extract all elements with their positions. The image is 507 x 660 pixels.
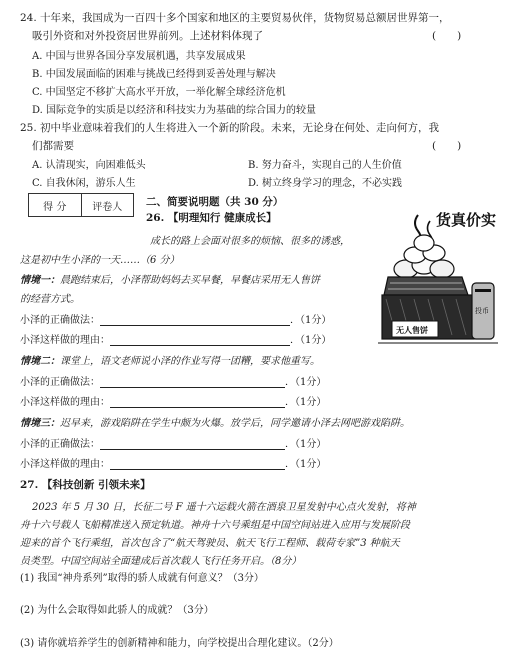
q24-answer-bracket: ( ) [432, 30, 462, 42]
scene1-text: 晨跑结束后，小泽帮助妈妈去买早餐，早餐店采用无人售饼 [60, 275, 320, 286]
q26-s1-correct [20, 311, 331, 326]
q24-line2: 吸引外资和对外投资居世界前列。上述材料体现了 [32, 30, 263, 42]
q26-intro-line2: 这是初中生小泽的一天……（6 分） [20, 255, 180, 266]
q26-s2-correct [20, 373, 326, 388]
point-label: ．（1分） [290, 315, 332, 326]
q27-sub1: (1) 我国“神舟系列”取得的骄人成就有何意义？（3分） [20, 573, 264, 584]
cartoon-title: 货真价实 [436, 211, 497, 229]
q25-option-c: C. 自我休闲，游乐人生 [32, 178, 136, 189]
q26-s2-reason [20, 393, 326, 408]
q26-scene2 [20, 352, 320, 367]
q26-intro-line1: 成长的路上会面对很多的烦恼、很多的诱惑， [150, 236, 350, 247]
section2-title: 二、简要说明题（共 30 分） [146, 196, 284, 208]
score-table [28, 193, 134, 217]
point-label: ．（1分） [285, 397, 327, 408]
q24-option-c: C. 中国坚定不移扩大高水平开放，一举化解全球经济危机 [32, 87, 286, 98]
q26-s3-correct [20, 435, 326, 450]
q27-paragraph-line3: 迎来的首个飞行乘组，首次包含了“航天驾驶员、航天飞行工程师、载荷专家”3 种航天 [20, 538, 400, 549]
q24-option-d: D. 国际竞争的实质是以经济和科技实力为基础的综合国力的较量 [32, 105, 317, 116]
correct-label: 小泽的正确做法： [20, 377, 100, 388]
q26-title: 26. 【明理知行 健康成长】 [146, 212, 277, 224]
answer-line[interactable] [110, 334, 290, 346]
scene3-label: 情境三： [20, 418, 60, 429]
q27-paragraph-line1: 2023 年 5 月 30 日，长征二号 F 遥十六运载火箭在酒泉卫星发射中心点火发射，将神 [32, 502, 416, 513]
q26-scene1 [20, 271, 320, 286]
answer-line[interactable] [100, 376, 285, 388]
scene2-label: 情境二： [20, 356, 60, 367]
q25-option-a: A. 认清现实，向困难低头 [32, 160, 146, 171]
q27-sub2: (2) 为什么会取得如此骄人的成就？（3分） [20, 605, 214, 616]
point-label: ．（1分） [285, 377, 327, 388]
answer-line[interactable] [110, 458, 285, 470]
scene3-text: 迟早来，游戏陷阱在学生中颇为火爆。放学后，同学邀请小泽去网吧游戏陷阱。 [60, 418, 410, 429]
reason-label: 小泽这样做的理由： [20, 459, 110, 470]
score-cell: 得 分 [29, 194, 82, 217]
answer-line[interactable] [110, 396, 285, 408]
q26-scene1-line2: 的经营方式。 [20, 294, 80, 305]
q25-option-d: D. 树立终身学习的理念，不必实践 [248, 178, 403, 189]
q25-answer-bracket: ( ) [432, 140, 462, 152]
grader-cell: 评卷人 [81, 194, 134, 217]
q27-title: 27. 【科技创新 引领未来】 [20, 479, 151, 491]
cartoon-coin-sign: 投币 [475, 307, 489, 315]
point-label: ．（1分） [285, 439, 327, 450]
q24-option-a: A. 中国与世界各国分享发展机遇，共享发展成果 [32, 51, 246, 62]
point-label: ．（1分） [290, 335, 332, 346]
reason-label: 小泽这样做的理由： [20, 335, 110, 346]
q25-line2: 们都需要 [32, 140, 74, 152]
reason-label: 小泽这样做的理由： [20, 397, 110, 408]
point-label: ．（1分） [285, 459, 327, 470]
q24-option-b: B. 中国发展面临的困难与挑战已经得到妥善处理与解决 [32, 69, 276, 80]
q25-option-b: B. 努力奋斗，实现自己的人生价值 [248, 160, 402, 171]
q26-scene3 [20, 414, 410, 429]
q26-s3-reason [20, 455, 326, 470]
correct-label: 小泽的正确做法： [20, 315, 100, 326]
q27-sub3: (3) 请你就培养学生的创新精神和能力，向学校提出合理化建议。（2分） [20, 638, 339, 649]
q27-paragraph-line4: 员类型。中国空间站全面建成后首次载人飞行任务开启。（8分） [20, 556, 302, 567]
cartoon-drawing [378, 203, 498, 351]
answer-line[interactable] [100, 438, 285, 450]
q26-s1-reason [20, 331, 331, 346]
cartoon-shop-sign: 无人售饼 [396, 326, 428, 335]
cartoon-unmanned-shop [378, 203, 498, 351]
answer-line[interactable] [100, 314, 290, 326]
correct-label: 小泽的正确做法： [20, 439, 100, 450]
q24-line1: 24. 十年来，我国成为一百四十多个国家和地区的主要贸易伙伴，货物贸易总额居世界第一， [20, 12, 450, 24]
q25-line1: 25. 初中毕业意味着我们的人生将进入一个新的阶段。未来，无论身在何处、走向何方，我 [20, 122, 440, 134]
scene1-label: 情境一： [20, 275, 60, 286]
scene2-text: 课堂上，语文老师说小泽的作业写得一团糟，要求他重写。 [60, 356, 320, 367]
q27-paragraph-line2: 舟十六号载人飞船精准送入预定轨道。神舟十六号乘组是中国空间站进入应用与发展阶段 [20, 520, 410, 531]
